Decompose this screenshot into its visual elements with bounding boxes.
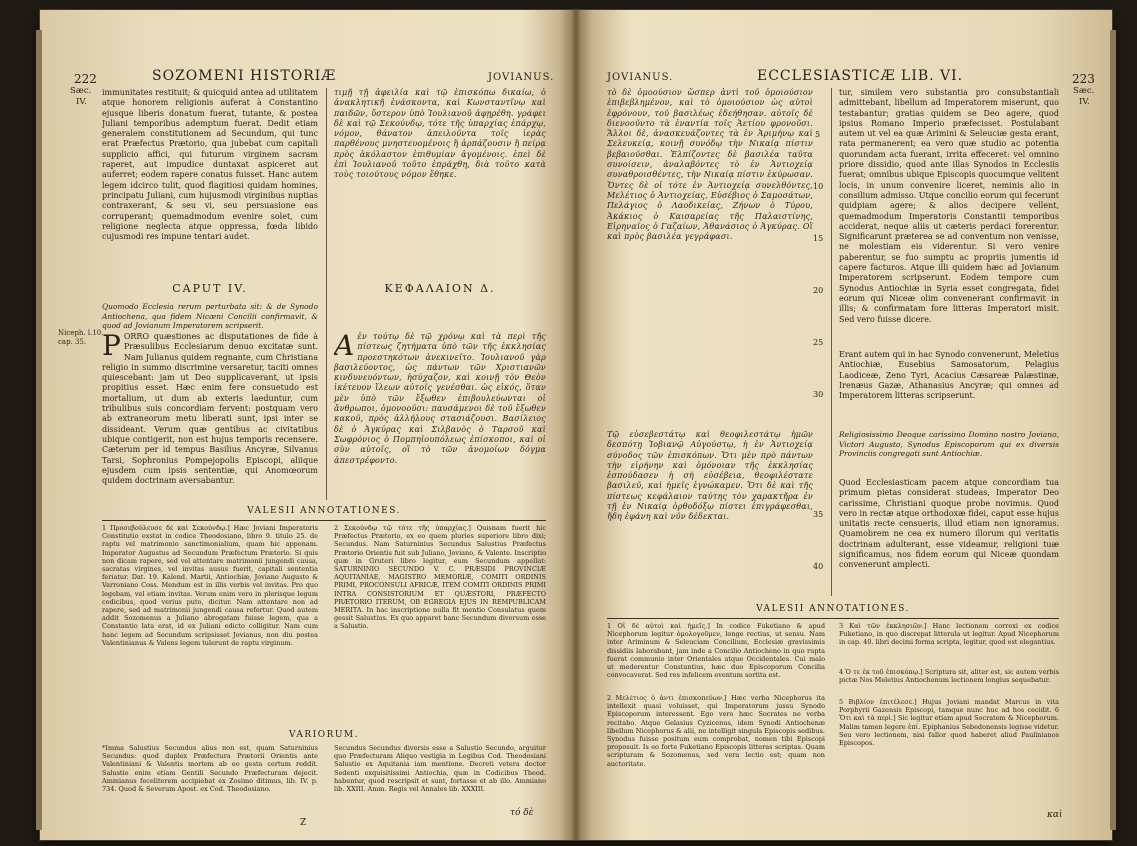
right-latin-text-1: tur, similem vero substantia pro consubstantiali admittebant, libellum ad Imperatorem miserunt, quo testabantur; gratias quidem se Deo agere, quod ipsius Romano Imperio præfecisset. Postulabant autem ut vel ea quæ Arimini & Seleuciæ gesta erant, rata permanerent; ea vero quæ studio ac potentia quorundam acta fuerant, irrita effeceret: vel omnino priore dissidio, quod ante illas Synodos in Ecclesiis fuerat; omnibus ubique Episcopis quocumque velitent locis, in unum convenire liceret, neminis alio in consilium admisso. Utque concilio eorum qui fecerunt quidpiam agere; & alios decipere vellent, quemadmodum Imperatoris Constantii temporibus acciderat, neque aliis ut cæteris perdaci forerentur. Significarunt præterea se ad conventum non venisse, ne molestiam eis viderentur. Si vero venire paberentur, se fuo sumptu ac propriis jumentis id capere facturos. Atque illi quidem hæc ad Jovianum Imperatorem scripserunt. Eodem tempore cum Synodus Antiochiæ in Syria esset congregata, fidei eorum qui Niceæ olim convenerant confirmavit in illis; & confirmatam fore litteras Imperatori misit. Sed vero fuisse dicere. <box>839 88 1059 324</box>
left-notes-col-1: 1 Προσεβούλευσε δὲ καὶ Σεκούνδῳ.] Hæc Joviani Imperatoris Constitutio exstat in codice Theodosiano, libro 9. titulo 25. de raptu vel matrimonio sanctimonialium, quam hic apponam. Imperator Augustus ad Secundum Præfectum Prætorio. Si quis non dicam rapere, sed vel attentare matrimonii jungendi causa, sacratas virgines, vel invitas ausus fuerit, capitali sententia feriatur. Dat. 19. Kalend. Martii, Antiochiæ, Joviano Augusto & Varroniano Coss. Mendum est in illis verbis vel invitas. Pro quo legebam, vel etiam invitas. Verum enim vero in plerisque legum codicibus, quod verius puto, dicitur. Nam attentare non ad rapere, sed ad matrimonii jungendi causa refertur. Quod autem addit Sozomenus a Juliano abrogatam fuisse legem, qua a Constantio lata erat, id ex Juliani edicto colligitur. Nam cum hanc legem ad Secundum scripsisset Jovianus, non diu postea Valentinianus & Valens legem tulerunt de raptu virginum. <box>102 524 318 647</box>
line-number-35: 35 <box>813 510 824 519</box>
left-latin-text-2-body: ORRO quæstiones ac disputationes de fide à Præsulibus Ecclesiarum denuo excitatæ sunt. Nam Julianus quidem regnante, cum Christiana religio in summo discrimine versaretur, taciti omnes quiescebant: jam ut Deo supplicaverant, ut ipsis propitius esset. Hæc enim fere consuetudo est mortalium, ut dum ab exteris laeduntur, cum tribulibus suis concordiam fervent: postquam vero ab extraneorum metu liberati sunt, ipsi inter se dissideant. Verum quæ gentibus ac civitatibus ubique contigerit, non est hujus temporis recensere. Cæterum per id tempus Basilius Ancyræ, Silvanus Tarsi, Sophronius Pompejopolis Episcopi, aliique ejusdem cum ipsis sententiæ, qui Anomœorum quidem doctrinam aversabantur. <box>102 332 318 486</box>
right-notes-col-1: 1 Οἱ δὲ αὐτοὶ καὶ ἡμεῖς.] In codice Fuketiano & apud Nicephorum legitur ὁμολογοῦμεν, longe rectius, ut sensu. Nam inter Ariminum & Seleuciam Concilium, Ecclesiæ gravissimis dissidiis laborabant, jam inde a Concilio Antiocheno in quo rupta fuerat communio inter Orientales atque Occidentales. Cui malo ut mederentur Constantius, hæc duo Episcoporum Concilia convocaverat. Sed res infelicem eventum sortita est. <box>607 622 825 680</box>
right-catchword: καὶ <box>1047 810 1063 820</box>
left-running-title: SOZOMENI HISTORIÆ <box>152 68 337 84</box>
left-margin-ref-1: Niceph. l.10. <box>58 329 104 337</box>
right-notes-rule <box>607 618 1059 619</box>
signature-mark: Z <box>300 818 307 828</box>
line-number-20: 20 <box>813 286 824 295</box>
greek-dropcap: Α <box>334 332 355 362</box>
left-notes-heading: VALESII ANNOTATIONES. <box>247 506 401 516</box>
book-spread <box>40 10 1112 840</box>
right-notes-col-2: 3 Καὶ τῶν ἐκκλησιῶν.] Hanc lectionem correxi ex codice Fuketiano, in quo discrepat litterula ut legitur. Apud Nicephorum in cap. 40. libri decimi forma scripta, legitur, quod est elegantius. <box>839 622 1059 647</box>
right-margin-sec: Sæc. <box>1073 86 1095 96</box>
right-column-rule <box>831 88 832 596</box>
right-notes-col-1b: 2 Μελέτιος ὁ ἀντι ἐπισκοπεύων.] Hæc verba Nicephorus ita intellexit quasi voluisset, qui Imperatorum jussu Synodo Episcoporum interessent. Ego vero hæc Socrates ne verba recitabo. Atque Gelasius Cyzicenus, idem Synodi Antiochenæ libellum Nicephorus & alii, ne intelligit singula Episcopis sedibus. Synodus fuisse positum eum comprobat, nomen tibi Episcopi proposuit. Is eo forte Fuketiano Episcopis litteras scriptas. Quam scripturam & Sozomenus, sed vera lectio est; quam non auctoritate. <box>607 694 825 768</box>
right-greek-text-1: τὸ δὲ ὁμοούσιον ὥσπερ ἀντὶ τοῦ ὁμοιούσιον ἐπιβεβλημένον, καὶ τὸ ὁμοιούσιον ὡς αὐτοὶ ἐφρόνουν, τοῦ βασιλέως ἐδεήθησαν. αὐτοῖς δὲ διενοοῦντο τὰ ἐναντία τοῖς Ἀετίου φρονοῦσι. Ἄλλοι δὲ, ἀνασκευάζοντες τὰ ἐν Ἀριμήνῳ καὶ Σελευκείᾳ, κοινῇ συνόδῳ τὴν Νικαίᾳ πίστιν βεβαιοῦσθαι. Ἐλπίζοντες δὲ βασιλέα ταῦτα συνοίσειν, ἀναλαβόντες τὸ ἐν Ἀντιοχείᾳ συναθροισθέντες, τὴν Νικαίᾳ πίστιν ἐκύρωσαν. Ὄντες δὲ οἱ τότε ἐν Ἀντιοχείᾳ συνελθόντες, Μελέτιος ὁ Ἀντιοχείας, Εὐσέβιος ὁ Σαμοσάτων, Πελάγιος ὁ Λαοδικείας, Ζήνων ὁ Τύρου, Ἀκάκιος ὁ Καισαρείας τῆς Παλαιστίνης, Εἰρηναῖος ὁ Γαζαίων, Ἀθανάσιος ὁ Ἀγκύρας. Οἳ καὶ πρὸς βασιλέα γεγράφασι. <box>607 88 813 242</box>
right-running-left: JOVIANUS. <box>607 72 674 83</box>
right-latin-synod-list: Erant autem qui in hac Synodo convenerunt, Meletius Antiochiæ, Eusebius Samosatorum, Pelagius Laodiceæ, Zeno Tyri, Acacius Cæsareæ Palæstinæ, Irenæus Gazæ, Athanasius Ancyræ; qui omnes ad Imperatorem litteras scripserunt. <box>839 350 1059 401</box>
left-column-rule <box>326 88 327 500</box>
line-number-10: 10 <box>813 182 824 191</box>
right-greek-text-2: Τῷ εὐσεβεστάτῳ καὶ θεοφιλεστάτῳ ἡμῶν δεσπότῃ Ἰοβιανῷ Αὐγούστῳ, ἡ ἐν Ἀντιοχείᾳ σύνοδος τῶν ἐπισκόπων. Ὅτι μὲν πρὸ πάντων τὴν εἰρήνην καὶ ὁμόνοιαν τῆς ἐκκλησίας ἐσπούδασεν ἡ σὴ εὐσέβεια, θεοφιλέστατε βασιλεῦ, καὶ ἡμεῖς ἐγνώκαμεν. Ὅτι δὲ καὶ τῆς πίστεως κεφάλαιον ταύτης τὸν χαρακτῆρα ἐν τῇ ἐν Νικαίᾳ ὀρθοδόξῳ πίστει ἐπιγράφεσθαι, ἤδη ἐφάνη καὶ νῦν δέδεκται. <box>607 430 813 522</box>
line-number-40: 40 <box>813 562 824 571</box>
line-number-25: 25 <box>813 338 824 347</box>
letter-heading: Religiosissimo Deoque carissimo Domino nostro Joviano, Victori Augusto, Synodus Episcoporum qui ex diversis Provinciis congregati sunt Antiochiæ. <box>839 430 1059 458</box>
left-margin-ref-2: cap. 35. <box>58 338 87 346</box>
left-latin-text-2 <box>102 332 318 500</box>
latin-dropcap: P <box>102 332 121 362</box>
right-page-number: 223 <box>1072 72 1095 86</box>
right-notes-heading: VALESII ANNOTATIONES. <box>756 604 910 614</box>
left-greek-text-1: τιμῇ τῇ ἀφειλία καὶ τῷ ἐπισκόπω δικαίω, ὁ ἀνακλητικῆ ἐνάσκοντα, καὶ Κωνσταντῖνῳ καὶ παιδῶν, ὕστερον ὑπὸ Ἰουλιανοῦ ἀφῃρέθη. γράφει δὲ καὶ τῷ Σεκούνδῳ, τότε τῆς ὑπαρχίας ἐπάρχῳ, νόμον, θάνατον ἀπειλοῦντα τοῖς ἱερὰς παρθένους μνηστευομένοις ἢ ἁρπάζουσιν ἢ πείρᾳ πρὸς ἀκόλαστον ἐπιθυμίαν ἀγομένοις. ἐπεὶ δὲ ἐπὶ Ἰουλιανοῦ τοῦτο ἐπράχθη, διὰ τοῦτο κατὰ τοὺς τοιούτους νόμον ἔθηκε. <box>334 88 546 180</box>
left-greek-text-2 <box>334 332 546 500</box>
left-chapter-latin: CAPUT IV. <box>172 282 248 295</box>
left-chapter-greek: ΚΕΦΑΛΑΙΟΝ Δ. <box>384 282 496 295</box>
right-running-title: ECCLESIASTICÆ LIB. VI. <box>757 68 964 84</box>
right-latin-text-2: Quod Ecclesiasticam pacem atque concordiam tua primum pietas considerat studeas, Imperator Deo carissime, Christiani quoque probe novimus. Quod vero in rectæ atque orthodoxæ fidei, caput esse hujus unitatis recte censueris, illud etiam non ignoramus. Quamobrem ne cea ex numero illorum qui veritatis doctrinam adulterant, esse videamur, religioni tuæ significamus, nos fidem eorum qui Niceæ quondam convenerunt amplecti. <box>839 478 1059 570</box>
chapter-summary: Quomodo Ecclesia rerum perturbata sit: & de Synodo Antiochena, qua fidem Nicæni Concilii confirmavit, & quod ad Jovianum Imperatorem scripserit. <box>102 302 318 330</box>
right-margin-century: IV. <box>1079 97 1090 107</box>
right-notes-col-2b: 4 Ὁ τε ἐκ τοῦ ἐπισκόπῳ.] Scriptura sit, aliter est, sic autem verbis pictæ Nos Meletius Antiochenum lectionem longius sequebatur. <box>839 668 1059 685</box>
left-latin-text-1: immunitates restituit; & quicquid antea ad utilitatem atque honorem religionis auferat à Constantino ejusque liberis donatum fuerat, tutante, & postea Juliani temporibus ademptum fuerat. Dedit etiam generalem constitutionem ad Secundum, qui tunc erat Præfectus Prætorio, qua jubebat cum capitali supplicio affici, qui futurum virginem sacram raperet, aut impudice duntaxat aspiceret aut auferret; eodem rapere conatus fuisset. Hanc autem legem idcirco tulit, quod flagitiosi quidam homines, principatu Juliani, cum hujusmodi virginibus nuptias contraxerant, & seu vi, seu persuasione eas corruperant; quemadmodum evenire solet, cum religione neglecta atque oppressa, fœda libido cujusmodi res impune tentari audet. <box>102 88 318 242</box>
left-notes-col-2: 2 Σεκούνδῳ τῷ τότε τῆς ὑπαρχίας.] Quisnam fuerit hic Præfectus Prætorio, ex eo quem pluries superiore libro dixi; Secundus. Nam Saturninius Secundus Salustius Præfectus Prætorio Orientis fuit sub Juliano, Joviano, & Valente. Inscriptio quæ in Gruteri libro legitur, eum Secundum appellat: SATURNINIO SECUNDO V. C. PRÆSIDI PROVINCIÆ AQUITANIAE, MAGISTRO MEMORIÆ, COMITI ORDINIS PRIMI, PROCONSULI AFRICÆ, ITEM COMITI ORDINIS PRIMI INTRA CONSISTORIUM ET QUÆSTORI, PRÆFECTO PRÆTORIO ITERUM, OB EGREGIA EJUS IN REMPUBLICAM MERITA. In hac inscriptione nulla fit mentio Consulatus quem gessit Salustius. Ex quo apparet hanc Secundum diversum esse a Salustio. <box>334 524 546 631</box>
line-number-30: 30 <box>813 390 824 399</box>
left-greek-text-2-body: ἐν τούτῳ δὲ τῷ χρόνῳ καὶ τὰ περὶ τῆς πίστεως ζητήματα ὑπὸ τῶν τῆς ἐκκλησίας προεστηκότων ἀνεκινεῖτο. Ἰουλιανοῦ γὰρ βασιλεύοντος, ὡς πάντων τῶν Χριστιανῶν κινδυνευόντων, ἡσύχαζον, καὶ κοινῇ τὸν Θεὸν ἱκέτευον ἵλεων αὐτοῖς γενέσθαι. ὡς εἰκός, ὅταν μὲν ὑπὸ τῶν ἔξωθεν ἐπιβουλεύωνται οἱ ἄνθρωποι, ὁμονοοῦσι: παυσάμενοι δὲ τοῦ ἔξωθεν κακοῦ, πρὸς ἀλλήλους στασιάζουσι. Βασίλειος δὲ ὁ Ἀγκύρας καὶ Σιλβανὸς ὁ Ταρσοῦ καὶ Σωφρόνιος ὁ Πομπηϊουπόλεως ἐπίσκοποι, καὶ οἱ σὺν αὐτοῖς, οἳ τὸ τῶν ἀνομοίων δόγμα ἀπεστρέφοντο. <box>334 332 546 465</box>
variorum-col-2: Secundus Secundus diversis esse a Salustio Secundo, arguitur quo Præfecturam Aliquo vestigia in Legibus Cod. Theodosiani Salustio ex Aquitania iam mentione. Decreti vetera doctor Sedenti exquisitissimi Antiochia, quæ in Codicibus Theod. habentur, quod rescripsit et sunt, fortasse et ab illo. Ammiano lib. XXIII. Amm. Regis vel Annales lib. XXXIII. <box>334 744 546 794</box>
right-page <box>577 10 1112 840</box>
left-running-right: JOVIANUS. <box>488 72 555 83</box>
left-notes-rule <box>102 520 546 521</box>
left-margin-century: IV. <box>76 97 87 107</box>
left-catchword: τό δὲ <box>510 808 534 818</box>
left-page <box>40 10 575 840</box>
left-page-number: 222 <box>74 72 97 86</box>
right-notes-col-2c: 5 Βιβλίον ἐπιτέλεσε.] Hujus Joviani mandat Marcus in vita Porphyrii Gazensis Episcopi, tamque nunc huc ad hos cecidit. 6 Ὅτι καὶ τὰ περὶ.] Sic legitur etiam apud Socratem & Nicephorum. Malim tamen legere ἐπί. Epiphanius Sebedonensis legisse videtur. Seu vero lectionem, nisi fallor quod haberet aliud Paulinianos Episcopos. <box>839 698 1059 748</box>
line-number-5: 5 <box>815 130 821 139</box>
variorum-heading: VARIORUM. <box>288 730 360 740</box>
left-margin-sec: Sæc. <box>70 86 92 96</box>
line-number-15: 15 <box>813 234 824 243</box>
variorum-col-1: *Imma Salustius Secundus alius non est, quam Saturninius Secundus: quod duplex Præfectura Prætorii Orientis ante Valentiniani & Valentis mortem ab eo gesta certum reddit. Salustio enim etiam Gentili Secundo Præfecturam dejecit. Ammianus feceliterem accipiebat ex Zosimo ditimus, lib. IV. p. 734. Quod & Severum Apost. ex Cod. Theodosiano. <box>102 744 318 794</box>
